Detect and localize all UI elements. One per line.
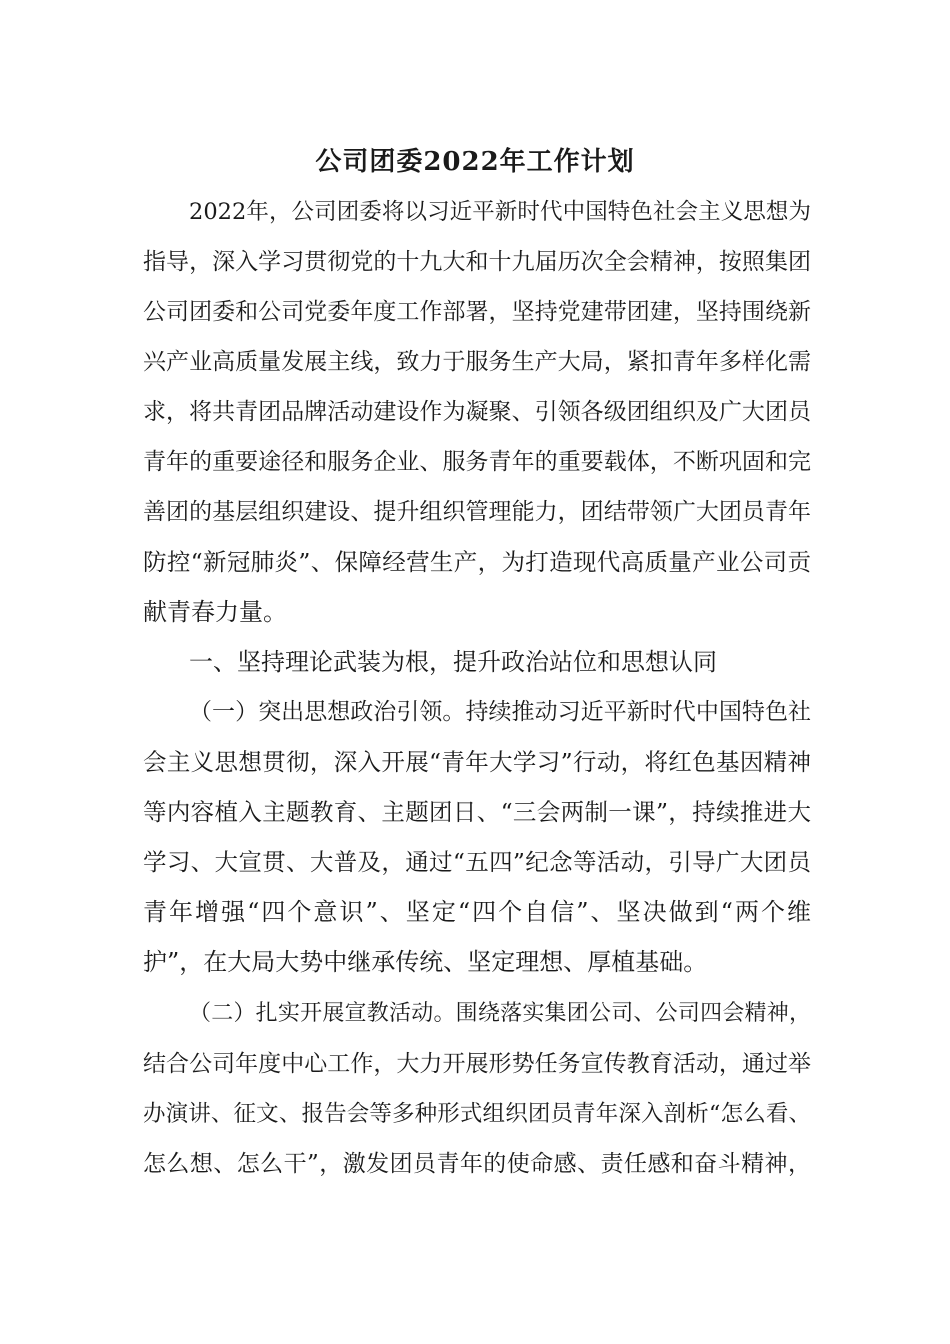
text-line: 献青春力量。 [143, 598, 287, 626]
text-line: 公司团委和公司党委年度工作部署，坚持党建带团建，坚持围绕新 [143, 299, 811, 325]
text-line: 2022年，公司团委将以习近平新时代中国特色社会主义思想为 [189, 199, 811, 225]
text-line: 护”，在大局大势中继承传统、坚定理想、厚植基础。 [143, 948, 708, 976]
text-line: 等内容植入主题教育、主题团日、“三会两制一课”，持续推进大 [143, 798, 811, 826]
text-line: （二）扎实开展宣教活动。围绕落实集团公司、公司四会精神， [189, 1001, 811, 1026]
heading-line: 一、坚持理论武装为根，提升政治站位和思想认同 [189, 648, 717, 676]
text-line: 善团的基层组织建设、提升组织管理能力，团结带领广大团员青年 [143, 499, 811, 525]
text-line: 怎么想、怎么干”，激发团员青年的使命感、责任感和奋斗精神， [143, 1151, 811, 1177]
text-line: 办演讲、征文、报告会等多种形式组织团员青年深入剖析“怎么看、 [143, 1101, 811, 1127]
text-line: 指导，深入学习贯彻党的十九大和十九届历次全会精神，按照集团 [143, 249, 811, 275]
document-title: 公司团委2022年工作计划 [315, 147, 635, 177]
text-line: 会主义思想贯彻，深入开展“青年大学习”行动，将红色基因精神 [143, 748, 811, 776]
text-line: （一）突出思想政治引领。持续推动习近平新时代中国特色社 [189, 699, 811, 725]
text-line: 青年的重要途径和服务企业、服务青年的重要载体，不断巩固和完 [143, 449, 811, 475]
text-line: 结合公司年度中心工作，大力开展形势任务宣传教育活动，通过举 [143, 1051, 811, 1077]
text-line: 兴产业高质量发展主线，致力于服务生产大局，紧扣青年多样化需 [143, 349, 811, 375]
text-line: 防控“新冠肺炎”、保障经营生产，为打造现代高质量产业公司贡 [143, 548, 811, 576]
text-line: 求，将共青团品牌活动建设作为凝聚、引领各级团组织及广大团员 [143, 399, 811, 425]
text-line: 学习、大宣贯、大普及，通过“五四”纪念等活动，引导广大团员 [143, 848, 811, 876]
text-line: 青年增强“四个意识”、坚定“四个自信”、坚决做到“两个维 [143, 898, 811, 926]
